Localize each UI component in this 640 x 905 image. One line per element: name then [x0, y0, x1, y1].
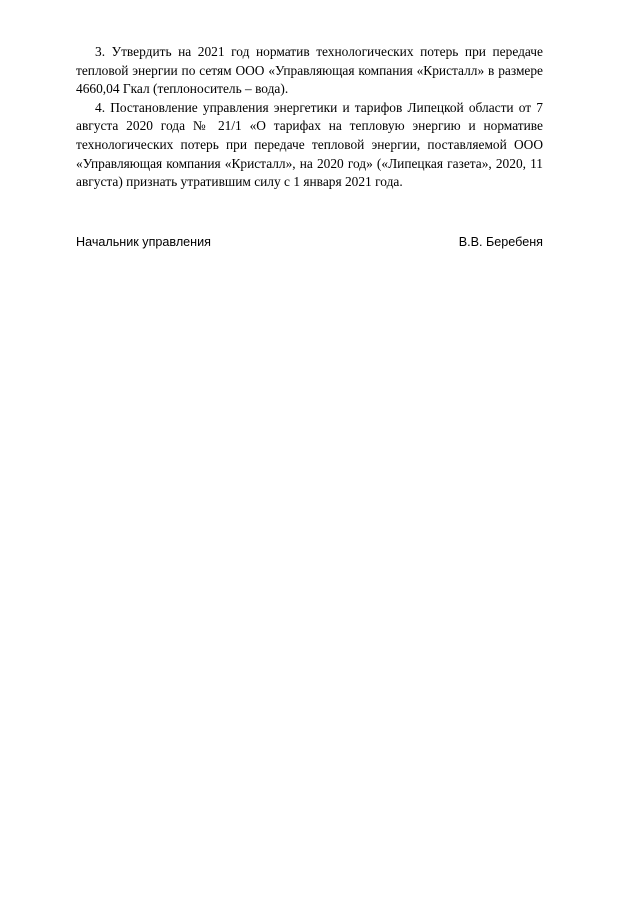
signatory-position: Начальник управления — [76, 235, 211, 249]
paragraph-item-4: 4. Постановление управления энергетики и тарифов Липецкой области от 7 августа 2020 года № 21/1 «О тарифах на тепловую энергию и нормативе технологических потерь при передаче тепловой энергии, поставляемой ООО «Управляющая компания «Кристалл», на 2020 год» («Липецкая газета», 2020, 11 августа) признать утратившим силу с 1 января 2021 года. — [76, 99, 543, 190]
document-body — [76, 43, 543, 192]
signatory-name: В.В. Беребеня — [458, 235, 543, 249]
paragraph-item-3: 3. Утвердить на 2021 год норматив технологических потерь при передаче тепловой энергии по сетям ООО «Управляющая компания «Кристалл» в размере 4660,04 Гкал (теплоноситель – вода). — [76, 44, 543, 97]
